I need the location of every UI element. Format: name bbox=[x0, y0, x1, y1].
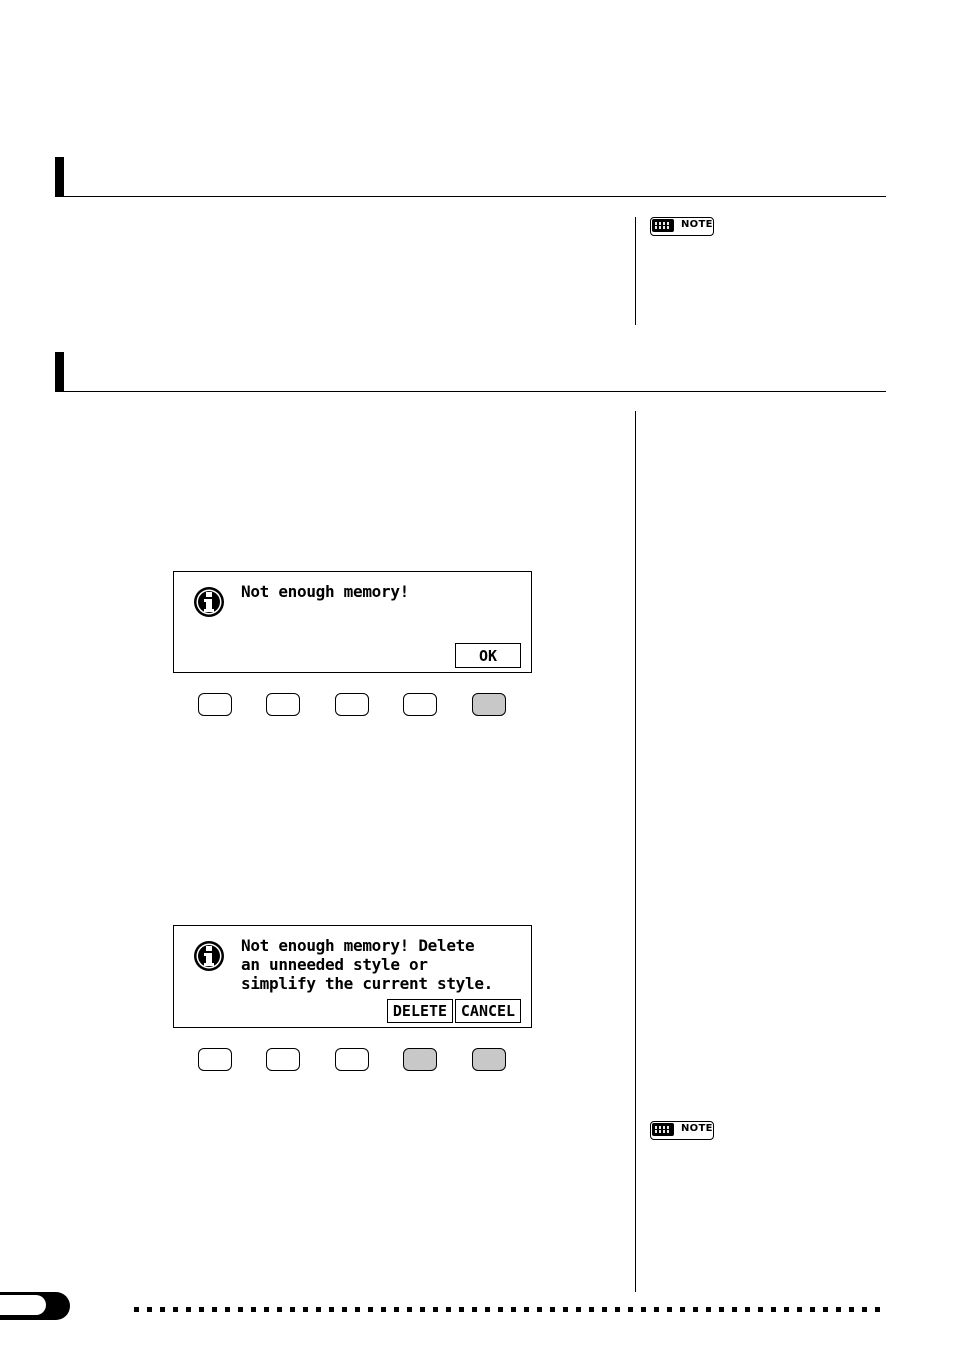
cancel-button[interactable]: CANCEL bbox=[455, 999, 521, 1023]
margin-divider-1 bbox=[635, 217, 636, 325]
footer-dotted-rule bbox=[134, 1307, 886, 1312]
panel-button-1[interactable] bbox=[198, 1048, 232, 1071]
panel-button-3[interactable] bbox=[335, 693, 369, 716]
section-marker bbox=[55, 157, 64, 197]
panel-button-3[interactable] bbox=[335, 1048, 369, 1071]
dialog-message: Not enough memory! Delete an unneeded style or simplify the current style. bbox=[241, 936, 493, 993]
panel-button-5-ok[interactable] bbox=[472, 693, 506, 716]
info-icon bbox=[193, 586, 225, 618]
section-rule bbox=[55, 196, 886, 197]
note-badge-2 bbox=[650, 1121, 714, 1140]
keyboard-note-icon bbox=[652, 219, 674, 232]
lcd-dialog-delete-style bbox=[173, 925, 532, 1028]
section-rule bbox=[55, 391, 886, 392]
section-marker bbox=[55, 352, 64, 392]
note-label: NOTE bbox=[681, 1123, 713, 1134]
dialog-message: Not enough memory! bbox=[241, 582, 409, 601]
keyboard-note-icon bbox=[652, 1123, 674, 1136]
delete-button[interactable]: DELETE bbox=[387, 999, 453, 1023]
info-icon bbox=[193, 940, 225, 972]
margin-divider-2 bbox=[635, 411, 636, 1292]
section-header-1 bbox=[55, 157, 886, 197]
panel-button-2[interactable] bbox=[266, 1048, 300, 1071]
page-number-tab bbox=[0, 1292, 70, 1320]
panel-button-2[interactable] bbox=[266, 693, 300, 716]
panel-button-5-cancel[interactable] bbox=[472, 1048, 506, 1071]
note-badge-1 bbox=[650, 217, 714, 236]
panel-button-4-delete[interactable] bbox=[403, 1048, 437, 1071]
lcd-dialog-not-enough-memory bbox=[173, 571, 532, 673]
panel-button-4[interactable] bbox=[403, 693, 437, 716]
panel-button-1[interactable] bbox=[198, 693, 232, 716]
section-header-2 bbox=[55, 352, 886, 392]
ok-button[interactable]: OK bbox=[455, 643, 521, 668]
note-label: NOTE bbox=[681, 219, 713, 230]
